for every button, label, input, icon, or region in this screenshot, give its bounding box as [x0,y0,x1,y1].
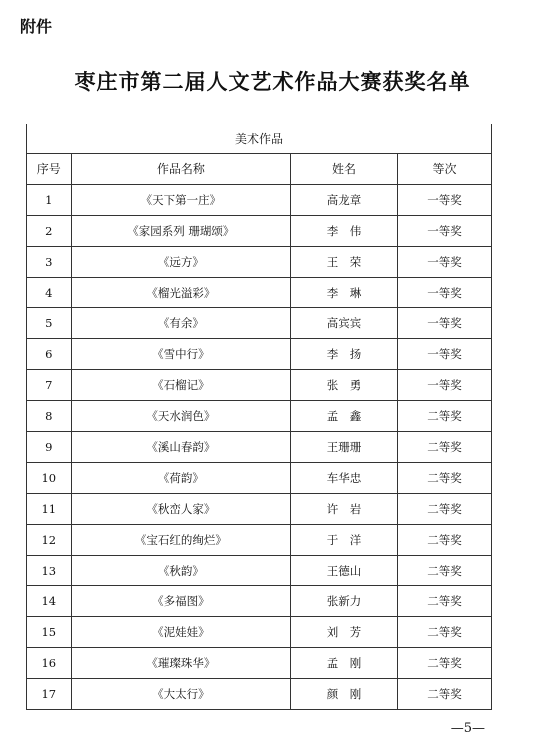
winner-name: 张新力 [291,586,398,617]
section-title: 美术作品 [27,124,492,154]
row-number: 14 [27,586,72,617]
award-rank: 二等奖 [398,648,492,679]
work-title: 《溪山春韵》 [71,432,290,463]
table-row [27,679,492,710]
winner-name: 高宾宾 [291,308,398,339]
section-row [27,124,492,154]
award-rank: 二等奖 [398,617,492,648]
work-title: 《远方》 [71,246,290,277]
table-row [27,184,492,215]
award-rank: 一等奖 [398,339,492,370]
row-number: 17 [27,679,72,710]
winner-name: 于 洋 [291,524,398,555]
winner-name: 孟 刚 [291,648,398,679]
table-row [27,432,492,463]
work-title: 《天下第一庄》 [71,184,290,215]
row-number: 11 [27,493,72,524]
row-number: 1 [27,184,72,215]
table-row [27,617,492,648]
header-rank: 等次 [398,154,492,185]
award-rank: 二等奖 [398,462,492,493]
winner-name: 王 荣 [291,246,398,277]
award-rank: 二等奖 [398,401,492,432]
table-row [27,462,492,493]
award-rank: 一等奖 [398,277,492,308]
work-title: 《天水润色》 [71,401,290,432]
table-row [27,308,492,339]
work-title: 《榴光溢彩》 [71,277,290,308]
row-number: 12 [27,524,72,555]
table-row [27,524,492,555]
page-title: 枣庄市第二届人文艺术作品大赛获奖名单 [74,70,471,94]
table-row [27,555,492,586]
award-table [26,124,492,710]
winner-name: 刘 芳 [291,617,398,648]
award-rank: 一等奖 [398,246,492,277]
row-number: 2 [27,215,72,246]
work-title: 《秋韵》 [71,555,290,586]
award-rank: 一等奖 [398,184,492,215]
table-row [27,277,492,308]
table-row [27,401,492,432]
header-row [27,154,492,185]
row-number: 3 [27,246,72,277]
work-title: 《多福图》 [71,586,290,617]
winner-name: 高龙章 [291,184,398,215]
winner-name: 张 勇 [291,370,398,401]
work-title: 《有余》 [71,308,290,339]
table-row [27,215,492,246]
award-rank: 一等奖 [398,215,492,246]
award-rank: 一等奖 [398,370,492,401]
row-number: 16 [27,648,72,679]
winner-name: 李 伟 [291,215,398,246]
row-number: 6 [27,339,72,370]
table-row [27,648,492,679]
winner-name: 王珊珊 [291,432,398,463]
work-title: 《大太行》 [71,679,290,710]
row-number: 9 [27,432,72,463]
winner-name: 孟 鑫 [291,401,398,432]
work-title: 《雪中行》 [71,339,290,370]
award-rank: 二等奖 [398,555,492,586]
work-title: 《荷韵》 [71,462,290,493]
winner-name: 李 扬 [291,339,398,370]
award-rank: 二等奖 [398,493,492,524]
winner-name: 车华忠 [291,462,398,493]
row-number: 5 [27,308,72,339]
award-rank: 二等奖 [398,679,492,710]
award-rank: 二等奖 [398,586,492,617]
winner-name: 颜 刚 [291,679,398,710]
table-row [27,370,492,401]
header-number: 序号 [27,154,72,185]
row-number: 8 [27,401,72,432]
work-title: 《家园系列 珊瑚颂》 [71,215,290,246]
work-title: 《璀璨珠华》 [71,648,290,679]
work-title: 《宝石红的绚烂》 [71,524,290,555]
row-number: 4 [27,277,72,308]
row-number: 15 [27,617,72,648]
table-row [27,493,492,524]
row-number: 10 [27,462,72,493]
row-number: 7 [27,370,72,401]
page-number: —5— [450,721,485,736]
work-title: 《秋峦人家》 [71,493,290,524]
award-rank: 二等奖 [398,432,492,463]
row-number: 13 [27,555,72,586]
award-rank: 二等奖 [398,524,492,555]
winner-name: 王德山 [291,555,398,586]
work-title: 《泥娃娃》 [71,617,290,648]
attachment-label: 附件 [20,17,53,36]
winner-name: 李 琳 [291,277,398,308]
header-work-title: 作品名称 [71,154,290,185]
table-row [27,246,492,277]
header-name: 姓名 [291,154,398,185]
table-row [27,339,492,370]
table-row [27,586,492,617]
award-rank: 一等奖 [398,308,492,339]
work-title: 《石榴记》 [71,370,290,401]
winner-name: 许 岩 [291,493,398,524]
